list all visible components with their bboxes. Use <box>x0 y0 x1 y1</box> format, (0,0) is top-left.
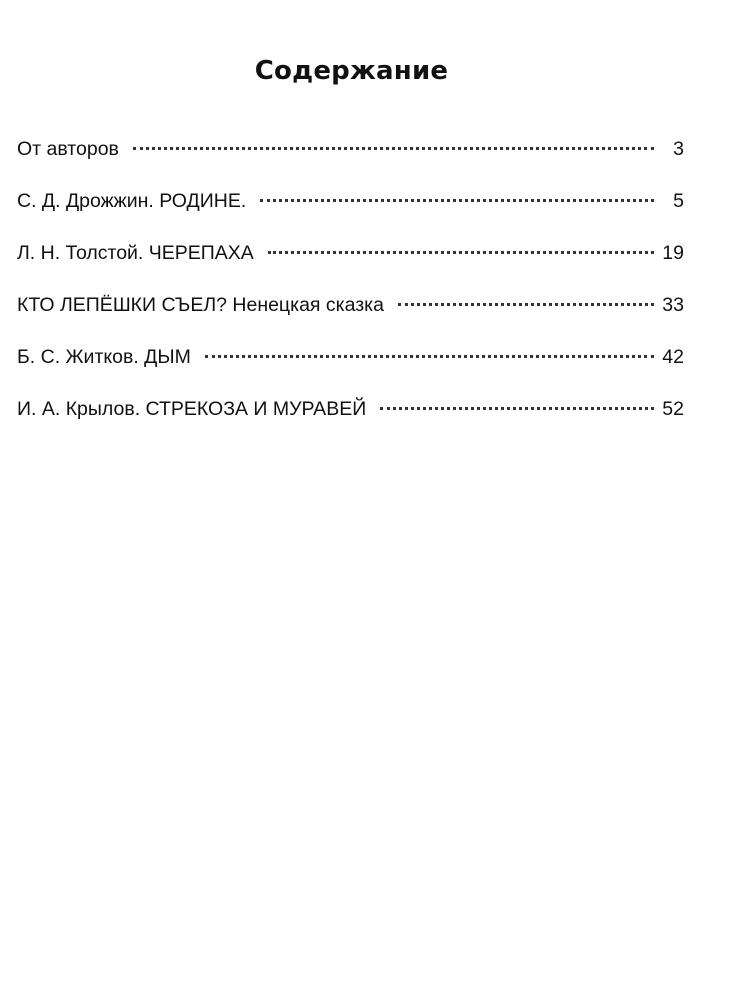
dot-leader <box>260 199 654 202</box>
dot-leader <box>133 147 654 150</box>
dot-leader <box>205 355 654 358</box>
toc-entry-page-number: 5 <box>673 190 684 212</box>
toc-entry[interactable] <box>17 342 684 394</box>
toc-entry[interactable] <box>17 134 684 186</box>
toc-entry-page-number: 19 <box>662 242 684 264</box>
toc-entry-title: Б. С. Житков. ДЫМ <box>17 346 191 368</box>
toc-entry-page-number: 33 <box>662 294 684 316</box>
toc-entry[interactable] <box>17 394 684 446</box>
dot-leader <box>380 407 654 410</box>
toc-entry[interactable] <box>17 186 684 238</box>
toc-entry[interactable] <box>17 238 684 290</box>
toc-entry-title: С. Д. Дрожжин. РОДИНЕ. <box>17 190 247 212</box>
toc-entry-page-number: 52 <box>662 398 684 420</box>
toc-entry-title: От авторов <box>17 138 119 160</box>
dot-leader <box>268 251 654 254</box>
table-of-contents <box>17 134 684 446</box>
contents-heading: Содержание <box>254 56 449 86</box>
toc-entry-page-number: 42 <box>662 346 684 368</box>
toc-entry-title: Л. Н. Толстой. ЧЕРЕПАХА <box>17 242 254 264</box>
dot-leader <box>398 303 654 306</box>
toc-entry-title: КТО ЛЕПЁШКИ СЪЕЛ? Ненецкая сказка <box>17 294 384 316</box>
toc-entry-page-number: 3 <box>673 138 684 160</box>
toc-entry[interactable] <box>17 290 684 342</box>
toc-entry-title: И. А. Крылов. СТРЕКОЗА И МУРАВЕЙ <box>17 398 367 420</box>
